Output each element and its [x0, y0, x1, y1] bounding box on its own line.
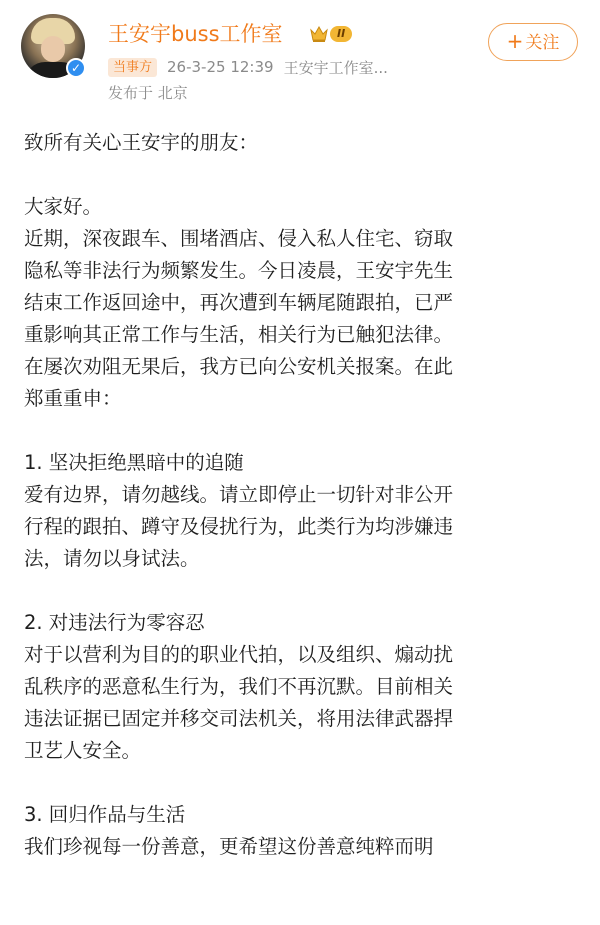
vip-badge[interactable]: [309, 24, 352, 44]
body-line: 大家好。: [24, 195, 103, 218]
plus-icon: +: [506, 29, 524, 53]
body-line: 我们珍视每一份善意，更希望这份善意纯粹而明: [24, 835, 434, 858]
body-line: 重影响其正常工作与生活，相关行为已触犯法律。: [24, 323, 454, 346]
body-line: 在屡次劝阻无果后，我方已向公安机关报案。在此: [24, 355, 454, 378]
body-line: 行程的跟拍、蹲守及侵扰行为，此类行为均涉嫌违: [24, 515, 454, 538]
paragraph-gap: [24, 159, 580, 191]
body-line: 郑重重申：: [24, 387, 122, 410]
crown-icon: [309, 25, 329, 43]
paragraph-gap: [24, 415, 580, 447]
verified-badge-icon: ✓: [66, 58, 86, 78]
body-line: 爱有边界，请勿越线。请立即停止一切针对非公开: [24, 483, 454, 506]
section-heading: 1. 坚决拒绝黑暗中的追随: [24, 451, 244, 474]
party-tag[interactable]: 当事方: [108, 58, 157, 77]
post-location: 发布于 北京: [108, 84, 188, 102]
follow-button[interactable]: [488, 23, 578, 61]
body-line: 违法证据已固定并移交司法机关，将用法律武器捍: [24, 707, 454, 730]
body-line: 致所有关心王安宇的朋友：: [24, 131, 259, 154]
vip-level: II: [330, 26, 352, 42]
body-line: 隐私等非法行为频繁发生。今日凌晨，王安宇先生: [24, 259, 454, 282]
post-time: 26-3-25 12:39: [167, 58, 274, 76]
body-line: 结束工作返回途中，再次遭到车辆尾随跟拍，已严: [24, 291, 454, 314]
post-meta: [108, 56, 388, 78]
section-heading: 3. 回归作品与生活: [24, 803, 186, 826]
paragraph-gap: [24, 767, 580, 799]
body-line: 法，请勿以身试法。: [24, 547, 200, 570]
body-line: 近期，深夜跟车、围堵酒店、侵入私人住宅、窃取: [24, 227, 454, 250]
body-line: 对于以营利为目的的职业代拍，以及组织、煽动扰: [24, 643, 454, 666]
paragraph-gap: [24, 575, 580, 607]
post-body: [24, 127, 580, 863]
author-name[interactable]: 王安宇buss工作室: [108, 22, 283, 46]
body-line: 乱秩序的恶意私生行为，我们不再沉默。目前相关: [24, 675, 454, 698]
follow-label: 关注: [525, 33, 560, 53]
body-line: 卫艺人安全。: [24, 739, 142, 762]
avatar-face: [41, 36, 65, 62]
section-heading: 2. 对违法行为零容忍: [24, 611, 205, 634]
post-source[interactable]: 王安宇工作室...: [283, 58, 388, 77]
